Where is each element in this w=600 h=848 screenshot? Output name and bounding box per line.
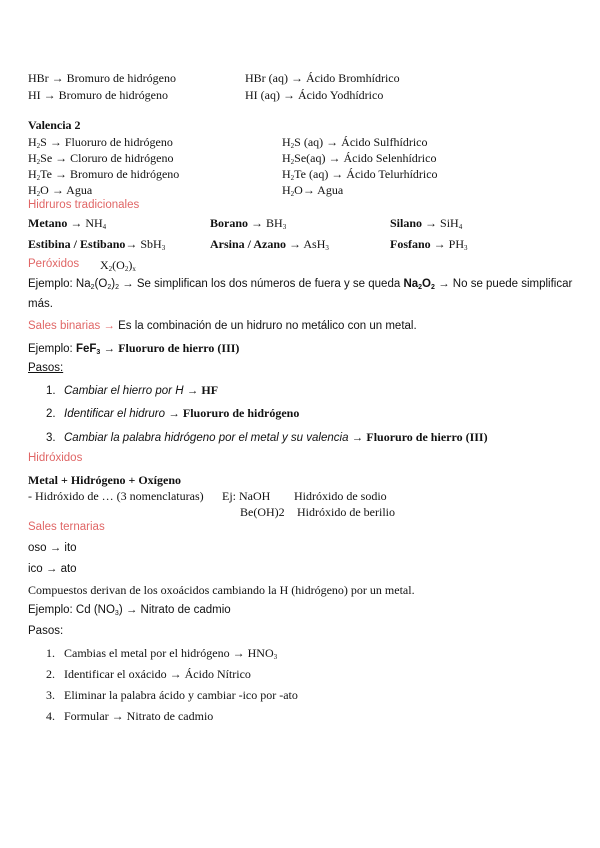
peroxido-example-cont: más. — [28, 298, 53, 310]
sales-ternarias-step: 2. Identificar el oxácido → Ácido Nítrico — [46, 667, 251, 681]
sales-binarias-step: 2. Identificar el hidruro → Fluoruro de hidrógeno — [46, 406, 300, 420]
valencia-2-heading: Valencia 2 — [28, 118, 81, 132]
hidruro-metano: $Metano \to NH_4$ — [28, 216, 107, 231]
valencia-row-right: $H_2O\to$ Agua — [282, 183, 344, 198]
sales-binarias-example: Ejemplo: FeF$_3$ → Fluoruro de hierro (III) — [28, 341, 240, 356]
hi-name-line: HI → Bromuro de hidrógeno — [28, 88, 168, 102]
valencia-row-right: $H_2S$ (aq) → Ácido Sulfhídrico — [282, 135, 428, 150]
hidroxido-example-formula: Ej: NaOH — [222, 489, 271, 503]
peroxido-general-formula: $X_2(O_2)_x$ — [100, 258, 136, 273]
sales-ternarias-example: Ejemplo: Cd $(NO_3)$ → Nitrato de cadmio — [28, 604, 231, 617]
sales-binarias-heading: Sales binarias → — [28, 320, 115, 332]
sales-ternarias-heading: Sales ternarias — [28, 521, 105, 533]
hidruro-arsina: Arsina / Azano → AsH$_3$ — [210, 237, 329, 252]
sales-ternarias-step: 3. Eliminar la palabra ácido y cambiar -ico por -ato — [46, 688, 298, 702]
valencia-row-left: $H_2S$ → Fluoruro de hidrógeno — [28, 135, 173, 150]
sales-ternarias-step: 1. Cambias el metal por el hidrógeno → $HNO_3$ — [46, 646, 278, 661]
hidruro-borano: Borano → $BH_3$ — [210, 216, 287, 231]
oso-rule: oso → ito — [28, 542, 77, 554]
hidroxido-nomenclature: - Hidróxido de … (3 nomenclaturas) — [28, 489, 204, 503]
sales-binarias-pasos-label: Pasos: — [28, 362, 64, 374]
hi-acid-line: HI (aq) → Ácido Yodhídrico — [245, 88, 384, 102]
sales-binarias-step: 3. Cambiar la palabra hidrógeno por el metal y su valencia → Fluoruro de hierro (III) — [46, 430, 488, 444]
hidroxidos-heading: Hidróxidos — [28, 452, 83, 464]
hidroxido-example-name: Hidróxido de berilio — [297, 505, 395, 519]
valencia-row-left: $H_2O$ → Agua — [28, 183, 93, 198]
valencia-row-left: $H_2Te$ → Bromuro de hidrógeno — [28, 167, 180, 182]
hbr-name-line: HBr → Bromuro de hidrógeno — [28, 71, 176, 85]
hidruro-fosfano: Fosfano → $PH_3$ — [390, 237, 468, 252]
hidroxido-formula: Metal + Hidrógeno + Oxígeno — [28, 473, 181, 487]
peroxido-example: Ejemplo: $Na_2(O_2)_2 \to Se$ simplifican los dos números de fuera y se queda $Na_2O_2 \to No$ se puede simplificar — [28, 278, 573, 291]
valencia-row-right: $H_2Se(aq)$ → Ácido Selenhídrico — [282, 151, 437, 166]
sales-ternarias-description: Compuestos derivan de los oxoácidos cambiando la H (hidrógeno) por un metal. — [28, 583, 415, 597]
sales-binarias-line: Sales binarias → Es la combinación de un hidruro no metálico con un metal. — [28, 320, 417, 332]
valencia-row-left: $H_2Se$ → Cloruro de hidrógeno — [28, 151, 174, 166]
hidruro-silano: Silano → SiH$_4$ — [390, 216, 463, 231]
sales-binarias-step: 1. Cambiar el hierro por H → HF — [46, 383, 219, 397]
sales-ternarias-pasos-label: Pasos: — [28, 625, 64, 637]
peroxidos-heading: Peróxidos — [28, 258, 80, 270]
hidruro-estibina: Estibina / Estibano→ SbH$_3$ — [28, 237, 166, 252]
sales-ternarias-step: 4. Formular → Nitrato de cadmio — [46, 709, 214, 723]
ico-rule: ico → ato — [28, 563, 77, 575]
hidroxido-example-formula: Be(OH)2 — [240, 505, 285, 519]
valencia-row-right: $H_2Te$ (aq) → Ácido Telurhídrico — [282, 167, 438, 182]
hidroxido-example-name: Hidróxido de sodio — [294, 489, 387, 503]
hidruros-heading: Hidruros tradicionales — [28, 199, 140, 211]
hbr-acid-line: HBr (aq) → Ácido Bromhídrico — [245, 71, 400, 85]
